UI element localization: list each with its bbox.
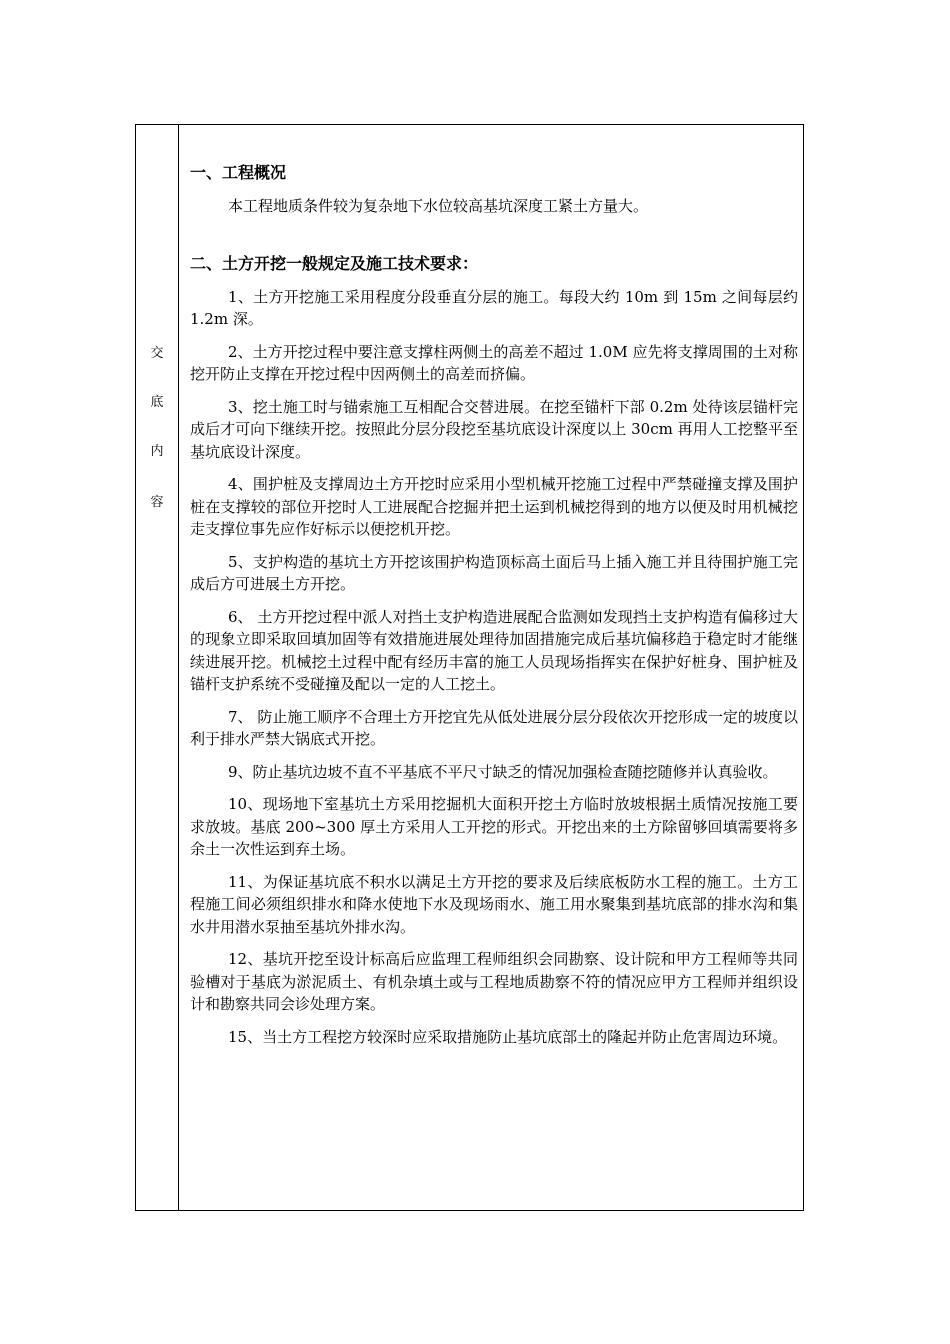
requirement-item: 7、 防止施工顺序不合理土方开挖宜先从低处进展分层分段依次开挖形成一定的坡度以利于排水严禁大锅底式开挖。 (190, 707, 798, 748)
requirement-item: 4、围护桩及支撑周边土方开挖时应采用小型机械开挖施工过程中严禁碰撞支撑及围护桩在支撑较的部位开挖时人工进展配合挖掘并把土运到机械挖得到的地方以便及时用机械挖走支撑位事先应作好标示以便挖机开挖。 (190, 475, 798, 538)
section-heading-overview: 一、工程概况 (190, 163, 287, 182)
side-label-char: 底 (150, 395, 164, 410)
side-label-char: 交 (150, 346, 164, 361)
requirement-item: 3、挖土施工时与锚索施工互相配合交替进展。在挖至锚杆下部 0.2m 处待该层锚杆完成后才可向下继续开挖。按照此分层分段挖至基坑底设计深度以上 30cm 再用人工挖整平至基坑底设计深度。 (190, 397, 798, 461)
requirement-item: 5、支护构造的基坑土方开挖该围护构造顶标高土面后马上插入施工并且待围护施工完成后方可进展土方开挖。 (190, 552, 798, 593)
requirement-item: 11、为保证基坑底不积水以满足土方开挖的要求及后续底板防水工程的施工。土方工程施工间必须组织排水和降水使地下水及现场雨水、施工用水聚集到基坑底部的排水沟和集水井用潜水泵抽至基坑外排水沟。 (190, 872, 798, 936)
requirement-item: 15、当土方工程挖方较深时应采取措施防止基坑底部土的隆起并防止危害周边环境。 (228, 1027, 788, 1046)
side-label-char: 内 (150, 444, 164, 459)
requirement-item: 10、现场地下室基坑土方采用挖掘机大面积开挖土方临时放坡根据土质情况按施工要求放坡。基底 200~300 厚土方采用人工开挖的形式。开挖出来的土方除留够回填需要将多余土一次性运到弃土场。 (190, 795, 798, 858)
requirement-item: 12、基坑开挖至设计标高后应监理工程师组织会同勘察、设计院和甲方工程师等共同验槽对于基底为淤泥质土、有机杂填土或与工程地质勘察不符的情况应甲方工程师并组织设计和勘察共同会诊处理方案。 (190, 950, 798, 1013)
requirement-item: 9、防止基坑边坡不直不平基底不平尺寸缺乏的情况加强检查随挖随修并认真验收。 (228, 762, 778, 781)
requirement-item: 6、 土方开挖过程中派人对挡土支护构造进展配合监测如发现挡土支护构造有偏移过大的现象立即采取回填加固等有效措施进展处理待加固措施完成后基坑偏移趋于稳定时才能继续进展开挖。机械挖土过程中配有经历丰富的施工人员现场指挥实在保护好桩身、围护桩及锚杆支护系统不受碰撞及配以一定的人工挖土。 (190, 607, 798, 693)
side-label-char: 容 (150, 495, 164, 510)
section-heading-requirements: 二、土方开挖一般规定及施工技术要求： (190, 253, 479, 273)
requirement-item: 2、土方开挖过程中要注意支撑柱两侧土的高差不超过 1.0M 应先将支撑周围的土对称挖开防止支撑在开挖过程中因两侧土的高差而挤偏。 (190, 342, 798, 383)
overview-paragraph: 本工程地质条件较为复杂地下水位较高基坑深度工紧土方量大。 (228, 197, 649, 215)
requirement-item: 1、土方开挖施工采用程度分段垂直分层的施工。每段大约 10m 到 15m 之间每层约 1.2m 深。 (190, 287, 798, 328)
side-label-column (136, 125, 179, 1210)
disclosure-content (190, 161, 798, 1048)
disclosure-table (135, 124, 804, 1211)
